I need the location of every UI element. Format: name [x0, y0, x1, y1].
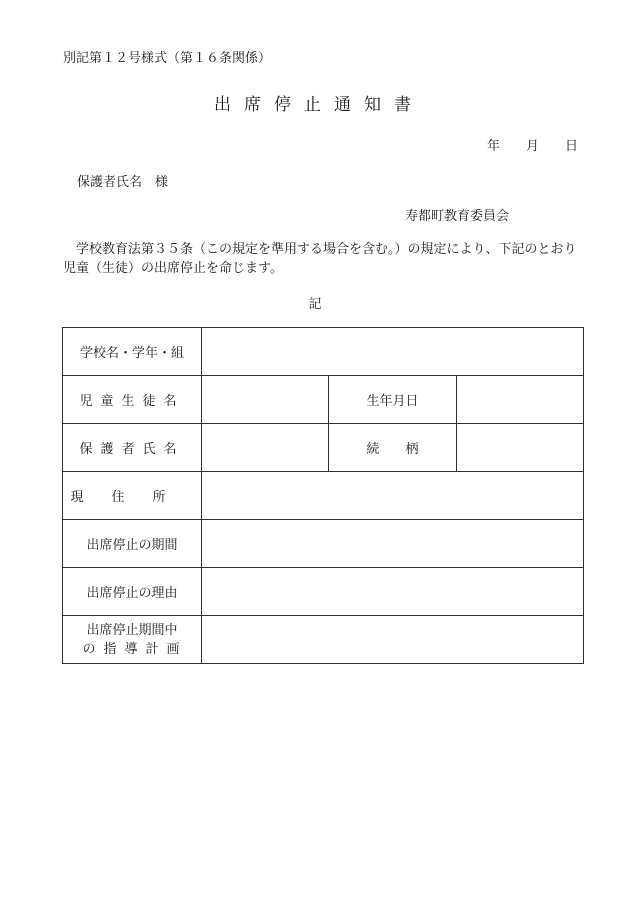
- field-address: [202, 472, 584, 520]
- label-guardian-name: 保護者氏名: [63, 424, 202, 472]
- label-student-name: 児童生徒名: [63, 376, 202, 424]
- field-guardian-name: [202, 424, 329, 472]
- day-label: 日: [565, 139, 579, 154]
- label-relationship: 続 柄: [329, 424, 456, 472]
- label-school: 学校名・学年・組: [63, 328, 202, 376]
- month-label: 月: [526, 139, 540, 154]
- row-address: [63, 472, 584, 520]
- row-student: [63, 376, 584, 424]
- row-guidance: [63, 616, 584, 664]
- field-school: [202, 328, 584, 376]
- label-guidance: [63, 616, 202, 664]
- row-period: [63, 520, 584, 568]
- field-birthdate: [456, 376, 583, 424]
- field-relationship: [456, 424, 583, 472]
- field-reason: [202, 568, 584, 616]
- ki-heading: 記: [308, 297, 322, 312]
- form-number: 別記第１２号様式（第１６条関係）: [63, 51, 272, 66]
- field-guidance: [202, 616, 584, 664]
- recipient-line: 保護者氏名 様: [77, 175, 169, 190]
- row-reason: [63, 568, 584, 616]
- row-guardian: [63, 424, 584, 472]
- label-address: 現住所: [63, 472, 202, 520]
- label-birthdate: 生年月日: [329, 376, 456, 424]
- date-line: [487, 135, 578, 154]
- label-period: 出席停止の期間: [63, 520, 202, 568]
- notice-form-table: [62, 327, 584, 664]
- document-title: 出席停止通知書: [214, 95, 424, 115]
- body-text: 学校教育法第３５条（この規定を準用する場合を含む。）の規定により、下記のとおり児童（生徒）の出席停止を命じます。: [63, 242, 577, 276]
- field-student-name: [202, 376, 329, 424]
- label-guidance-line2: の指導計画: [82, 641, 188, 657]
- row-school: [63, 328, 584, 376]
- label-guidance-line1: 出席停止期間中: [86, 622, 178, 638]
- year-label: 年: [487, 139, 501, 154]
- issuer: 寿都町教育委員会: [405, 209, 510, 224]
- label-reason: 出席停止の理由: [63, 568, 202, 616]
- field-period: [202, 520, 584, 568]
